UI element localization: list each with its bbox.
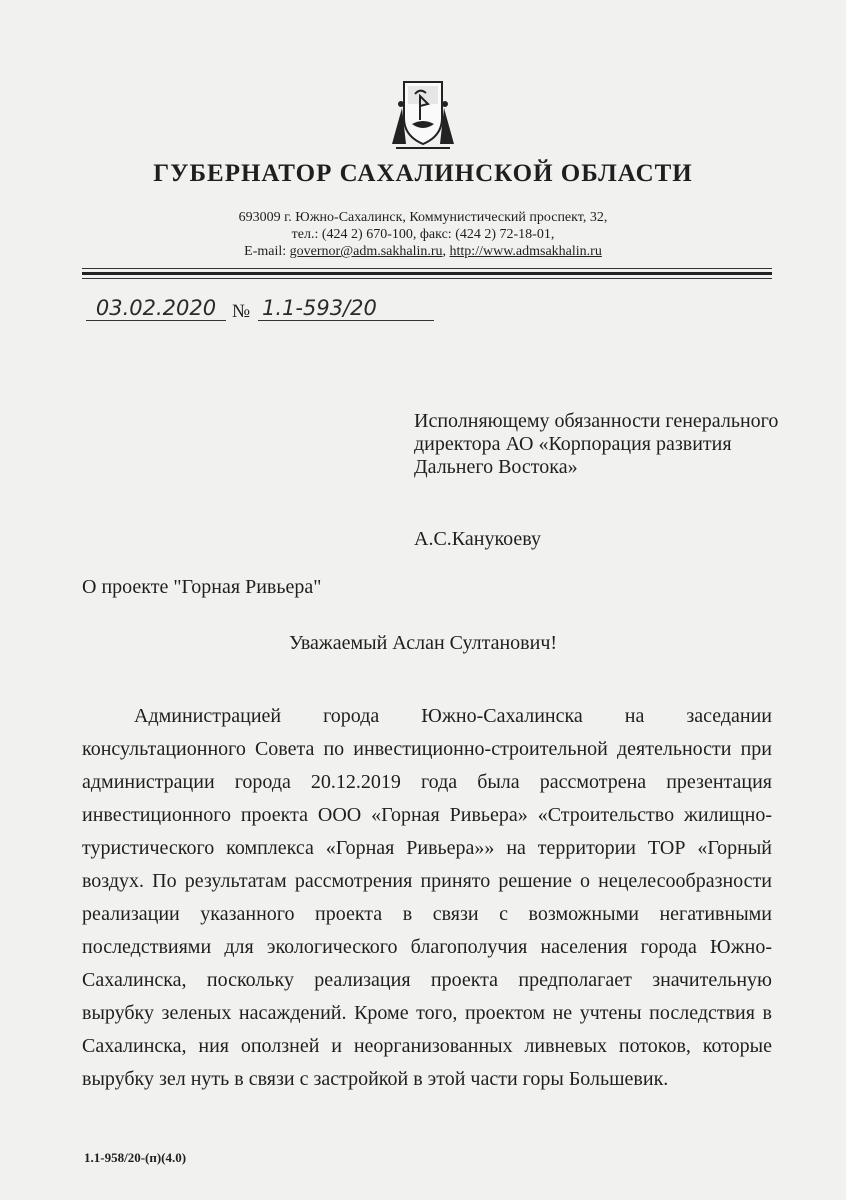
org-title: ГУБЕРНАТОР САХАЛИНСКОЙ ОБЛАСТИ	[153, 160, 693, 187]
contacts-separator: ,	[442, 244, 447, 259]
coat-of-arms-icon	[388, 74, 458, 154]
addressee-position: Исполняющему обязанности генерального директора АО «Корпорация развития Дальнего Востока»	[414, 410, 779, 478]
letterhead-divider	[82, 278, 772, 279]
email-label: E-mail:	[244, 244, 287, 259]
website-link[interactable]: http://www.admsakhalin.ru	[449, 244, 602, 259]
letterhead-divider	[82, 268, 772, 269]
letterhead-divider-thick	[82, 272, 772, 275]
contacts-line	[0, 244, 846, 260]
address-line: 693009 г. Южно-Сахалинск, Коммунистический проспект, 32,	[238, 210, 608, 225]
letter-body	[82, 700, 772, 1096]
addressee-name: А.С.Канукоеву	[414, 528, 542, 550]
phone-fax-line: тел.: (424 2) 670-100, факс: (424 2) 72-18-01,	[291, 227, 555, 242]
document-code: 1.1-958/20-(п)(4.0)	[84, 1150, 187, 1165]
body-paragraph: Администрацией города Южно-Сахалинска на заседании консультационного Совета по инвестиционно-строительной деятельности при администрации города 20.12.2019 года была рассмотрена презентация инвестиционного проекта ООО «Горная Ривьера» «Строительство жилищно-туристического комплекса «Горная Ривьера»» на территории ТОР «Горный воздух. По результатам рассмотрения принято решение о нецелесообразности реализации указанного проекта в связи с возможными негативными последствиями для экологического благополучия населения города Южно-Сахалинска, поскольку реализация проекта предполагает значительную вырубку зеленых насаждений. Кроме того, проектом не учтены последствия в Сахалинска, ния оползней и неорганизованных ливневых потоков, которые вырубку зел нуть в связи с застройкой в этой части горы Большевик.	[82, 705, 772, 1090]
registration-date: 03.02.2020	[86, 296, 226, 321]
number-sign: №	[232, 301, 251, 322]
greeting: Уважаемый Аслан Султанович!	[288, 632, 558, 654]
letter-subject: О проекте "Горная Ривьера"	[82, 576, 322, 598]
registration-number: 1.1-593/20	[258, 296, 434, 321]
email-link[interactable]: governor@adm.sakhalin.ru	[289, 244, 443, 259]
